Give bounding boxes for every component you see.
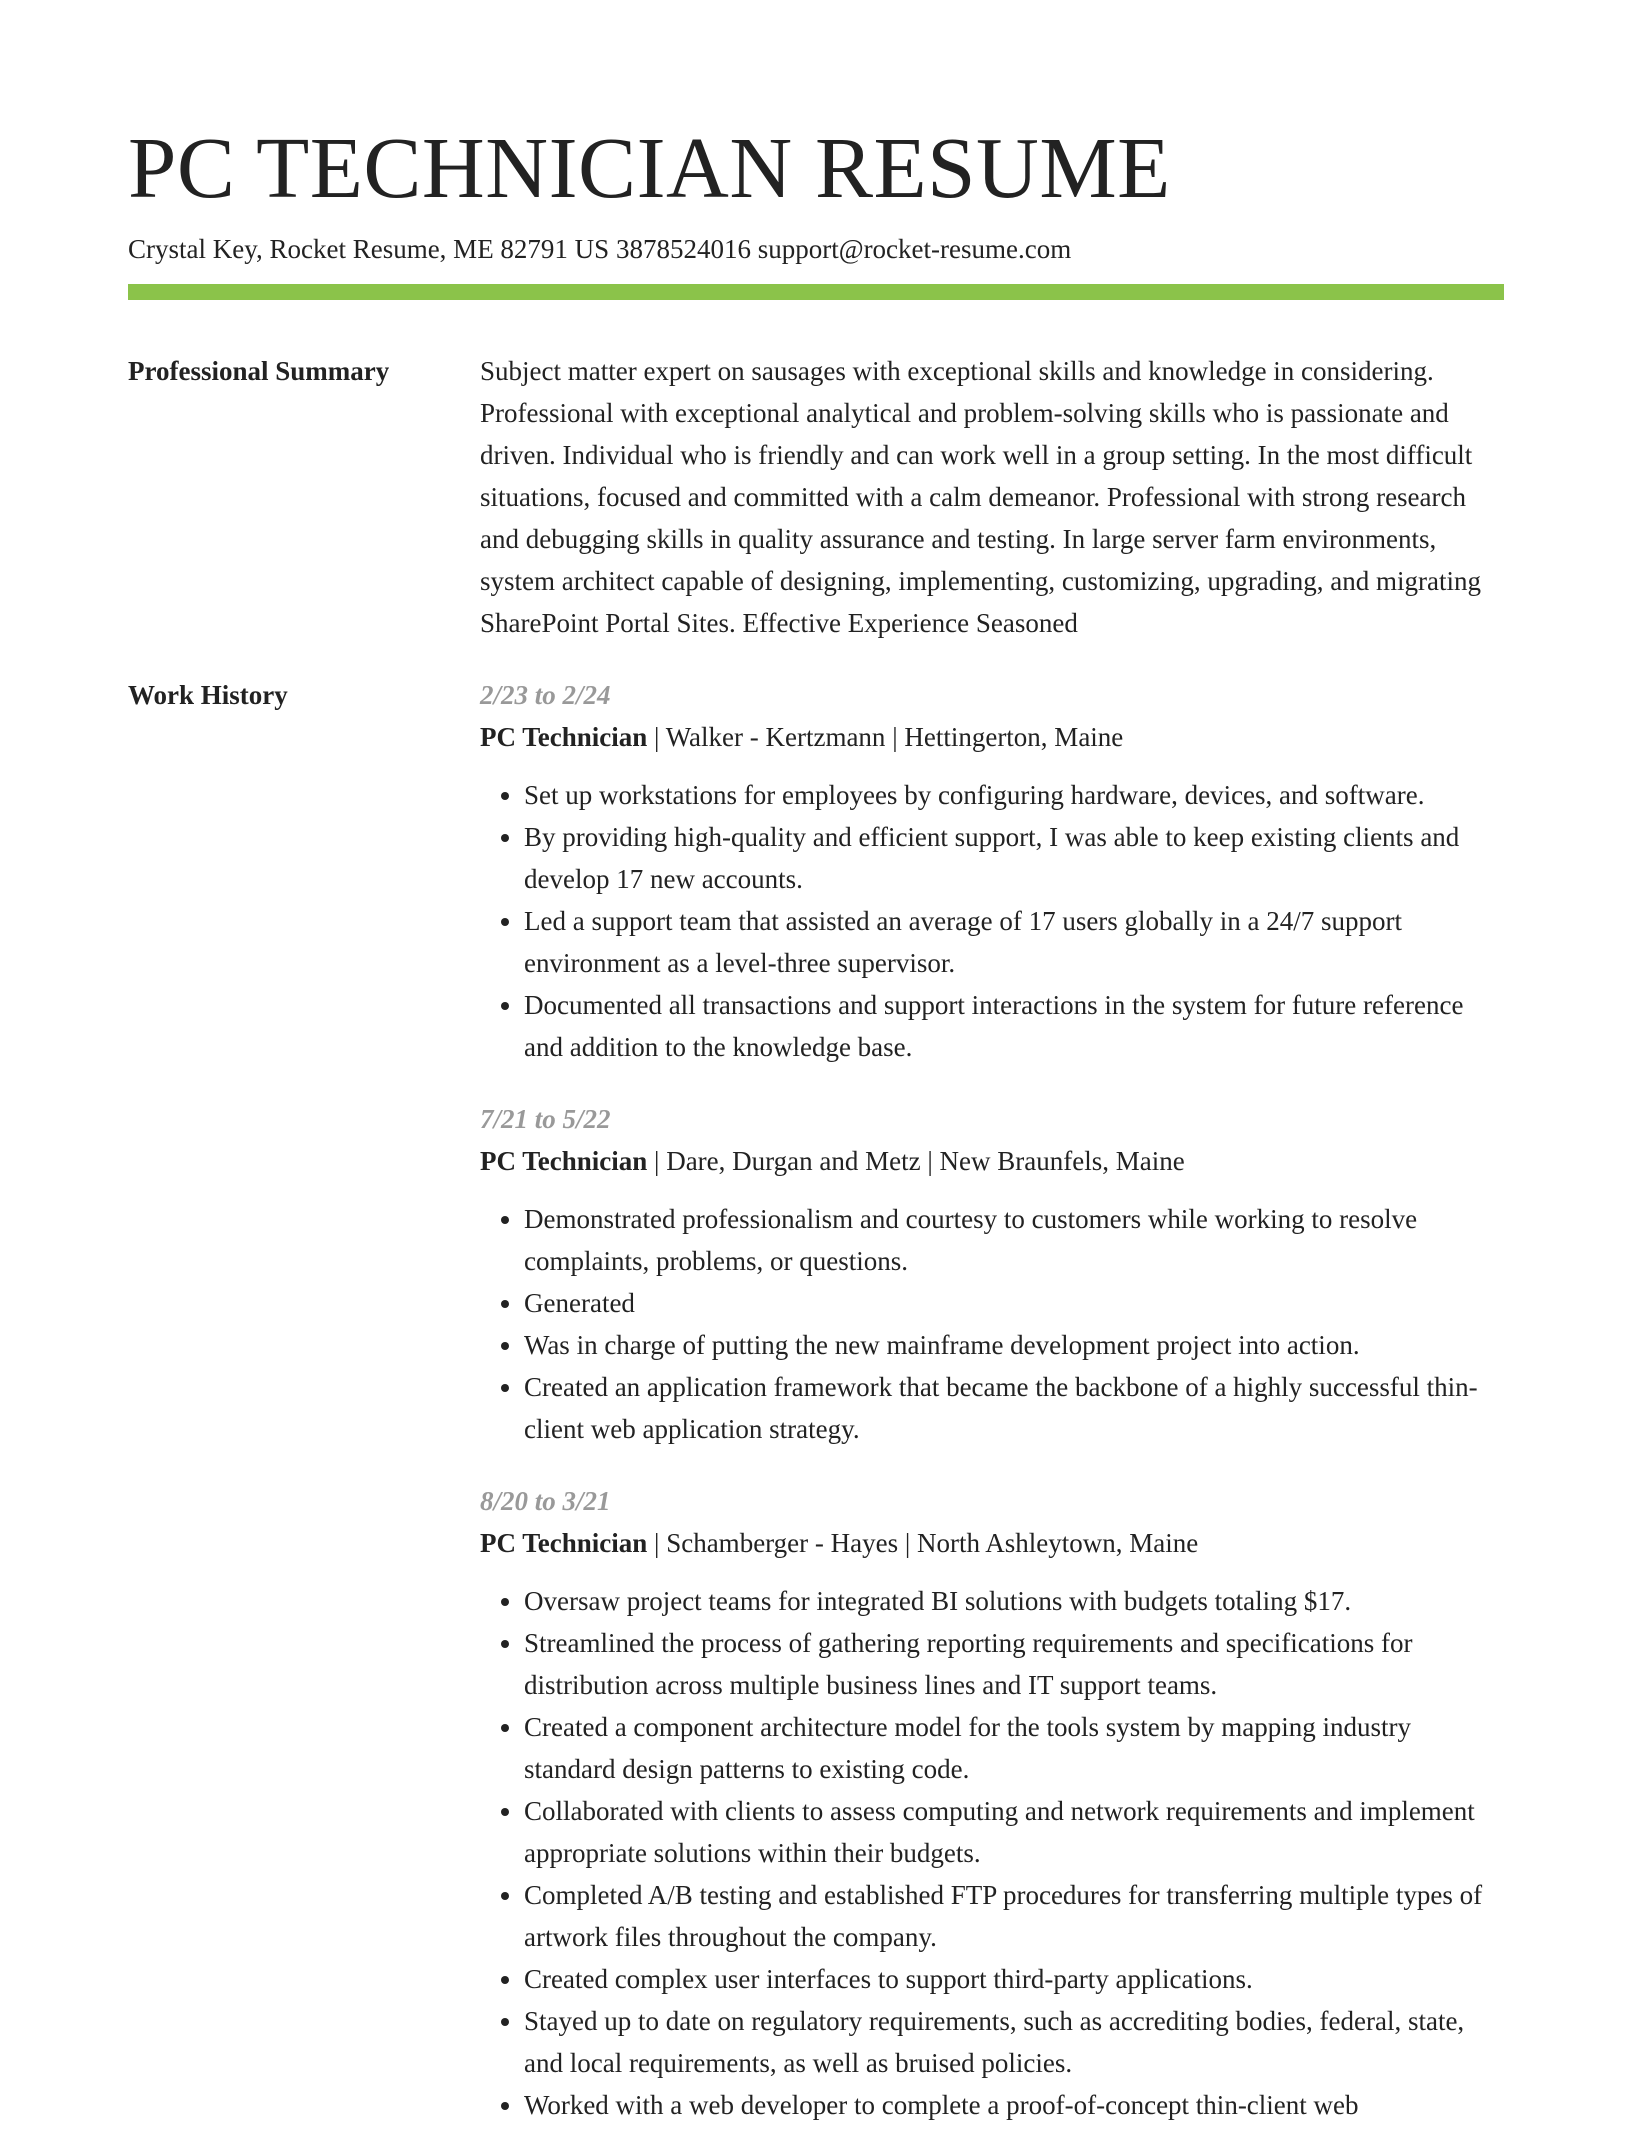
job-dates: 7/21 to 5/22 (480, 1104, 611, 1134)
job-bullet: • Oversaw project teams for integrated BI solutions with budgets totaling $17. (524, 1580, 1504, 1622)
professional-summary-section (128, 350, 1504, 644)
section-label-work-history: Work History (128, 680, 288, 710)
job-title: PC Technician (480, 722, 648, 752)
job-dates: 8/20 to 3/21 (480, 1486, 611, 1516)
job-bullets (480, 1580, 1504, 2126)
work-history-section (128, 674, 1504, 2156)
job-separator: | (885, 722, 905, 752)
job-bullet: • By providing high-quality and efficient support, I was able to keep existing clients and develop 17 new accounts. (524, 816, 1504, 900)
job-location: New Braunfels, Maine (939, 1146, 1185, 1176)
job-bullet: • Documented all transactions and support interactions in the system for future reference and addition to the knowledge base. (524, 984, 1504, 1068)
contact-info: Crystal Key, Rocket Resume, ME 82791 US 3878524016 support@rocket-resume.com (128, 234, 1072, 264)
job-dates: 2/23 to 2/24 (480, 680, 611, 710)
job-bullet: • Demonstrated professionalism and courtesy to customers while working to resolve complaints, problems, or questions. (524, 1198, 1504, 1282)
header-divider (128, 284, 1504, 300)
job-separator: | (898, 1528, 918, 1558)
job-bullet: • Collaborated with clients to assess computing and network requirements and implement appropriate solutions within their budgets. (524, 1790, 1504, 1874)
job-separator: | (647, 1528, 667, 1558)
jobs-list (480, 674, 1504, 2156)
job-entry (480, 1098, 1504, 1450)
job-bullet: • Created a component architecture model for the tools system by mapping industry standard design patterns to existing code. (524, 1706, 1504, 1790)
job-bullet: • Was in charge of putting the new mainframe development project into action. (524, 1324, 1504, 1366)
job-title: PC Technician (480, 1146, 648, 1176)
job-company: Dare, Durgan and Metz (666, 1146, 921, 1176)
job-location: Hettingerton, Maine (904, 722, 1124, 752)
job-heading (480, 716, 1504, 758)
job-bullet: • Completed A/B testing and established FTP procedures for transferring multiple types of artwork files throughout the company. (524, 1874, 1504, 1958)
job-bullet: • Led a support team that assisted an average of 17 users globally in a 24/7 support environment as a level-three supervisor. (524, 900, 1504, 984)
summary-text: Subject matter expert on sausages with exceptional skills and knowledge in considering. Professional with exceptional analytical and problem-solving skills who is passionate and driven. Individual who is friendly and can work well in a group setting. In the most difficult situations, focused and committed with a calm demeanor. Professional with strong research and debugging skills in quality assurance and testing. In large server farm environments, system architect capable of designing, implementing, customizing, upgrading, and migrating SharePoint Portal Sites. Effective Experience Seasoned (480, 356, 1482, 638)
job-separator: | (647, 1146, 667, 1176)
job-bullets (480, 1198, 1504, 1450)
job-bullet: • Stayed up to date on regulatory requirements, such as accrediting bodies, federal, state, and local requirements, as well as bruised policies. (524, 2000, 1504, 2084)
job-bullets (480, 774, 1504, 1068)
job-company: Walker - Kertzmann (665, 722, 886, 752)
job-bullet: • Created an application framework that became the backbone of a highly successful thin-client web application strategy. (524, 1366, 1504, 1450)
job-title: PC Technician (480, 1528, 648, 1558)
job-heading (480, 1140, 1504, 1182)
job-bullet: • Generated (524, 1282, 1504, 1324)
job-entry (480, 1480, 1504, 2126)
job-bullet: • Set up workstations for employees by configuring hardware, devices, and software. (524, 774, 1504, 816)
job-separator: | (647, 722, 666, 752)
resume-title: PC TECHNICIAN RESUME (128, 119, 1171, 216)
job-bullet: • Worked with a web developer to complete a proof-of-concept thin-client web (524, 2084, 1504, 2126)
job-location: North Ashleytown, Maine (917, 1528, 1199, 1558)
job-bullet: • Created complex user interfaces to support third-party applications. (524, 1958, 1504, 2000)
job-separator: | (920, 1146, 940, 1176)
resume-page (128, 0, 1504, 2156)
section-label-summary: Professional Summary (128, 356, 390, 386)
job-entry (480, 674, 1504, 1068)
job-heading (480, 1522, 1504, 1564)
job-bullet: • Streamlined the process of gathering reporting requirements and specifications for distribution across multiple business lines and IT support teams. (524, 1622, 1504, 1706)
job-company: Schamberger - Hayes (666, 1528, 899, 1558)
